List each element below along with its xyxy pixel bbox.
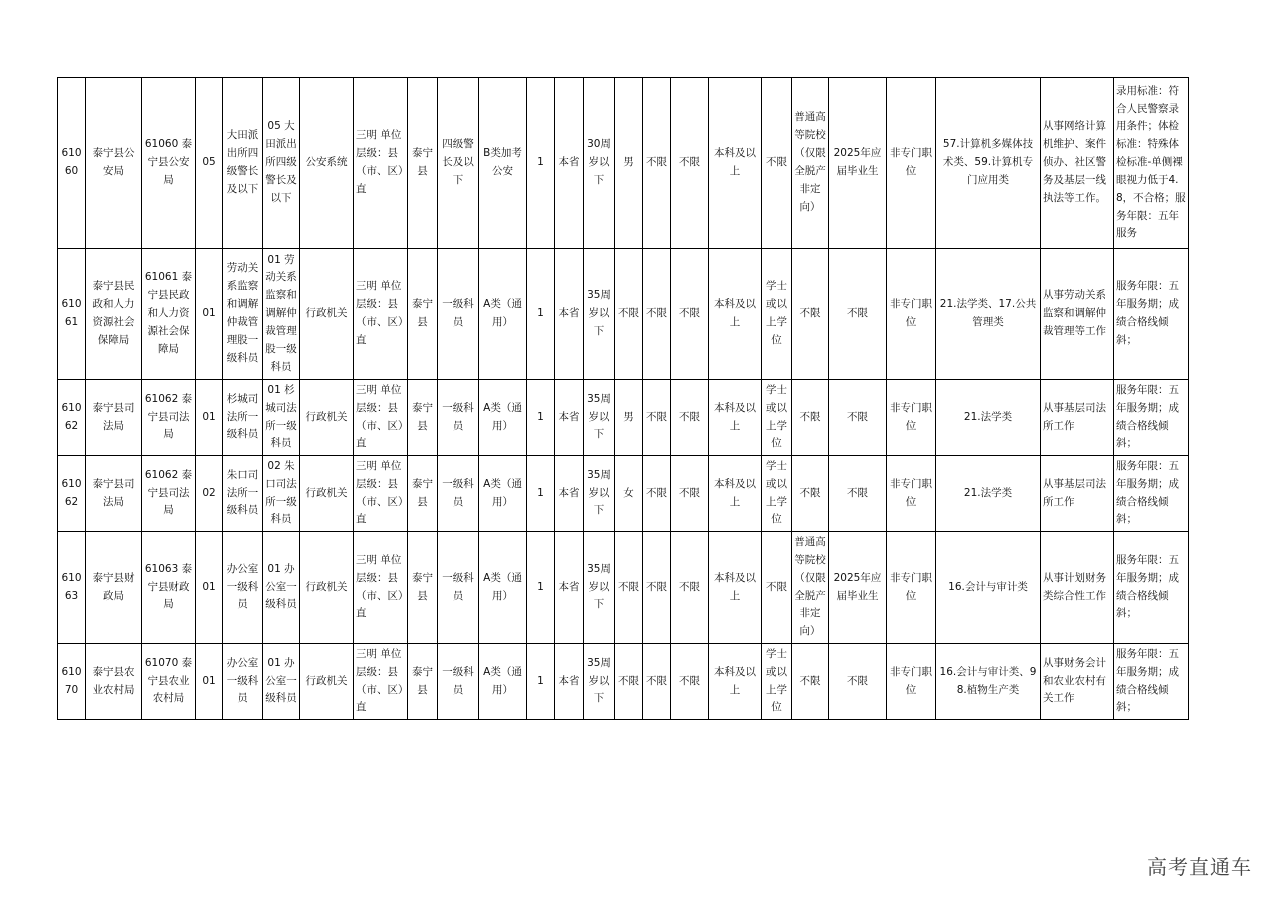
- cell-position-code: 61062: [58, 456, 86, 532]
- table-row: [58, 644, 1189, 720]
- table-row: [58, 78, 1189, 249]
- cell-system: 公安系统: [300, 78, 354, 249]
- cell-remark: 服务年限：五年服务期；成绩合格线倾斜；: [1114, 644, 1189, 720]
- cell-major: 21.法学类、17.公共管理类: [936, 249, 1041, 380]
- cell-special-post: 非专门职位: [887, 249, 936, 380]
- cell-unit-name: 泰宁县民政和人力资源社会保障局: [86, 249, 142, 380]
- cell-origin: 本省: [555, 532, 584, 644]
- cell-area: 泰宁县: [408, 644, 438, 720]
- cell-position-code: 61062: [58, 380, 86, 456]
- cell-gender: 不限: [615, 249, 643, 380]
- cell-duty: 从事计划财务类综合性工作: [1041, 532, 1114, 644]
- cell-remark: 录用标准：符合人民警察录用条件；体检标准：特殊体检标准-单侧裸眼视力低于4.8，不合格；服务年限：五年服务: [1114, 78, 1189, 249]
- cell-recruit-count: 1: [527, 644, 555, 720]
- cell-unit-level: 三明 单位层级：县（市、区）直: [354, 249, 408, 380]
- recruitment-table: [57, 77, 1189, 720]
- cell-system: 行政机关: [300, 644, 354, 720]
- cell-condition-1: 不限: [643, 644, 671, 720]
- cell-gender: 不限: [615, 644, 643, 720]
- cell-post-name: 杉城司法所一级科员: [223, 380, 263, 456]
- cell-exam-type: A类（通用）: [479, 456, 527, 532]
- cell-post-name: 劳动关系监察和调解仲裁管理股一级科员: [223, 249, 263, 380]
- cell-duty: 从事网络计算机维护、案件侦办、社区警务及基层一线执法等工作。: [1041, 78, 1114, 249]
- cell-school-requirement: 不限: [792, 644, 829, 720]
- cell-origin: 本省: [555, 78, 584, 249]
- cell-unit-level: 三明 单位层级：县（市、区）直: [354, 380, 408, 456]
- cell-special-post: 非专门职位: [887, 78, 936, 249]
- cell-rank: 一级科员: [438, 249, 479, 380]
- cell-rank: 一级科员: [438, 644, 479, 720]
- cell-school-requirement: 普通高等院校（仅限全脱产非定向）: [792, 532, 829, 644]
- cell-unit-level: 三明 单位层级：县（市、区）直: [354, 532, 408, 644]
- cell-degree: 不限: [762, 78, 792, 249]
- cell-special-post: 非专门职位: [887, 456, 936, 532]
- cell-post-code: 01 办公室一级科员: [263, 644, 300, 720]
- cell-condition-1: 不限: [643, 380, 671, 456]
- cell-dept-code: 61061 泰宁县民政和人力资源社会保障局: [142, 249, 196, 380]
- cell-post-number: 01: [196, 380, 223, 456]
- cell-rank: 四级警长及以下: [438, 78, 479, 249]
- cell-recruit-count: 1: [527, 249, 555, 380]
- cell-duty: 从事财务会计和农业农村有关工作: [1041, 644, 1114, 720]
- cell-age: 35周岁以下: [584, 644, 615, 720]
- cell-graduate-type: 不限: [829, 456, 887, 532]
- cell-school-requirement: 不限: [792, 456, 829, 532]
- cell-school-requirement: 不限: [792, 249, 829, 380]
- cell-system: 行政机关: [300, 249, 354, 380]
- cell-gender: 不限: [615, 532, 643, 644]
- cell-exam-type: B类加考公安: [479, 78, 527, 249]
- cell-degree: 学士或以上学位: [762, 456, 792, 532]
- cell-post-code: 02 朱口司法所一级科员: [263, 456, 300, 532]
- cell-dept-code: 61062 泰宁县司法局: [142, 456, 196, 532]
- cell-degree: 不限: [762, 532, 792, 644]
- cell-major: 21.法学类: [936, 456, 1041, 532]
- cell-post-name: 朱口司法所一级科员: [223, 456, 263, 532]
- cell-special-post: 非专门职位: [887, 380, 936, 456]
- cell-origin: 本省: [555, 644, 584, 720]
- cell-position-code: 61070: [58, 644, 86, 720]
- cell-post-number: 01: [196, 644, 223, 720]
- cell-area: 泰宁县: [408, 456, 438, 532]
- cell-origin: 本省: [555, 249, 584, 380]
- cell-graduate-type: 不限: [829, 380, 887, 456]
- cell-gender: 男: [615, 380, 643, 456]
- cell-age: 35周岁以下: [584, 380, 615, 456]
- cell-degree: 学士或以上学位: [762, 644, 792, 720]
- watermark-text: 高考直通车: [1147, 855, 1252, 879]
- cell-unit-name: 泰宁县农业农村局: [86, 644, 142, 720]
- cell-dept-code: 61063 泰宁县财政局: [142, 532, 196, 644]
- cell-area: 泰宁县: [408, 249, 438, 380]
- cell-post-number: 05: [196, 78, 223, 249]
- cell-school-requirement: 不限: [792, 380, 829, 456]
- cell-school-requirement: 普通高等院校（仅限全脱产非定向）: [792, 78, 829, 249]
- cell-major: 16.会计与审计类、98.植物生产类: [936, 644, 1041, 720]
- cell-graduate-type: 不限: [829, 644, 887, 720]
- cell-area: 泰宁县: [408, 380, 438, 456]
- cell-duty: 从事劳动关系监察和调解仲裁管理等工作: [1041, 249, 1114, 380]
- cell-condition-2: 不限: [671, 380, 709, 456]
- cell-duty: 从事基层司法所工作: [1041, 456, 1114, 532]
- cell-post-code: 01 劳动关系监察和调解仲裁管理股一级科员: [263, 249, 300, 380]
- cell-unit-level: 三明 单位层级：县（市、区）直: [354, 644, 408, 720]
- cell-major: 16.会计与审计类: [936, 532, 1041, 644]
- cell-recruit-count: 1: [527, 532, 555, 644]
- cell-degree: 学士或以上学位: [762, 249, 792, 380]
- cell-area: 泰宁县: [408, 78, 438, 249]
- cell-origin: 本省: [555, 380, 584, 456]
- cell-condition-1: 不限: [643, 456, 671, 532]
- cell-condition-2: 不限: [671, 456, 709, 532]
- cell-education: 本科及以上: [709, 249, 762, 380]
- cell-rank: 一级科员: [438, 456, 479, 532]
- cell-unit-name: 泰宁县财政局: [86, 532, 142, 644]
- cell-post-number: 01: [196, 249, 223, 380]
- cell-post-code: 05 大田派出所四级警长及以下: [263, 78, 300, 249]
- cell-post-number: 02: [196, 456, 223, 532]
- cell-dept-code: 61070 泰宁县农业农村局: [142, 644, 196, 720]
- cell-post-name: 办公室一级科员: [223, 644, 263, 720]
- cell-position-code: 61060: [58, 78, 86, 249]
- cell-graduate-type: 不限: [829, 249, 887, 380]
- cell-recruit-count: 1: [527, 456, 555, 532]
- cell-education: 本科及以上: [709, 644, 762, 720]
- cell-unit-level: 三明 单位层级：县（市、区）直: [354, 78, 408, 249]
- cell-condition-2: 不限: [671, 249, 709, 380]
- cell-remark: 服务年限：五年服务期；成绩合格线倾斜；: [1114, 532, 1189, 644]
- cell-remark: 服务年限：五年服务期；成绩合格线倾斜；: [1114, 249, 1189, 380]
- table-row: [58, 532, 1189, 644]
- cell-condition-1: 不限: [643, 532, 671, 644]
- cell-area: 泰宁县: [408, 532, 438, 644]
- cell-age: 35周岁以下: [584, 456, 615, 532]
- cell-special-post: 非专门职位: [887, 532, 936, 644]
- table-row: [58, 249, 1189, 380]
- cell-post-number: 01: [196, 532, 223, 644]
- cell-post-name: 大田派出所四级警长及以下: [223, 78, 263, 249]
- cell-age: 35周岁以下: [584, 532, 615, 644]
- cell-education: 本科及以上: [709, 456, 762, 532]
- cell-unit-name: 泰宁县司法局: [86, 380, 142, 456]
- cell-major: 21.法学类: [936, 380, 1041, 456]
- cell-exam-type: A类（通用）: [479, 644, 527, 720]
- cell-exam-type: A类（通用）: [479, 249, 527, 380]
- cell-education: 本科及以上: [709, 532, 762, 644]
- cell-degree: 学士或以上学位: [762, 380, 792, 456]
- cell-condition-2: 不限: [671, 532, 709, 644]
- cell-condition-1: 不限: [643, 249, 671, 380]
- table-row: [58, 456, 1189, 532]
- cell-system: 行政机关: [300, 380, 354, 456]
- cell-position-code: 61063: [58, 532, 86, 644]
- cell-special-post: 非专门职位: [887, 644, 936, 720]
- cell-condition-2: 不限: [671, 78, 709, 249]
- cell-graduate-type: 2025年应届毕业生: [829, 532, 887, 644]
- cell-gender: 男: [615, 78, 643, 249]
- cell-dept-code: 61060 泰宁县公安局: [142, 78, 196, 249]
- cell-graduate-type: 2025年应届毕业生: [829, 78, 887, 249]
- cell-system: 行政机关: [300, 456, 354, 532]
- cell-gender: 女: [615, 456, 643, 532]
- cell-recruit-count: 1: [527, 380, 555, 456]
- cell-education: 本科及以上: [709, 78, 762, 249]
- cell-unit-name: 泰宁县司法局: [86, 456, 142, 532]
- cell-unit-level: 三明 单位层级：县（市、区）直: [354, 456, 408, 532]
- cell-major: 57.计算机多媒体技术类、59.计算机专门应用类: [936, 78, 1041, 249]
- cell-system: 行政机关: [300, 532, 354, 644]
- cell-unit-name: 泰宁县公安局: [86, 78, 142, 249]
- cell-condition-1: 不限: [643, 78, 671, 249]
- cell-exam-type: A类（通用）: [479, 380, 527, 456]
- cell-position-code: 61061: [58, 249, 86, 380]
- cell-post-name: 办公室一级科员: [223, 532, 263, 644]
- cell-rank: 一级科员: [438, 380, 479, 456]
- cell-post-code: 01 杉城司法所一级科员: [263, 380, 300, 456]
- cell-exam-type: A类（通用）: [479, 532, 527, 644]
- cell-dept-code: 61062 泰宁县司法局: [142, 380, 196, 456]
- cell-recruit-count: 1: [527, 78, 555, 249]
- cell-remark: 服务年限：五年服务期；成绩合格线倾斜；: [1114, 380, 1189, 456]
- cell-duty: 从事基层司法所工作: [1041, 380, 1114, 456]
- cell-age: 30周岁以下: [584, 78, 615, 249]
- cell-condition-2: 不限: [671, 644, 709, 720]
- cell-remark: 服务年限：五年服务期；成绩合格线倾斜；: [1114, 456, 1189, 532]
- cell-origin: 本省: [555, 456, 584, 532]
- cell-age: 35周岁以下: [584, 249, 615, 380]
- cell-post-code: 01 办公室一级科员: [263, 532, 300, 644]
- cell-education: 本科及以上: [709, 380, 762, 456]
- cell-rank: 一级科员: [438, 532, 479, 644]
- table-row: [58, 380, 1189, 456]
